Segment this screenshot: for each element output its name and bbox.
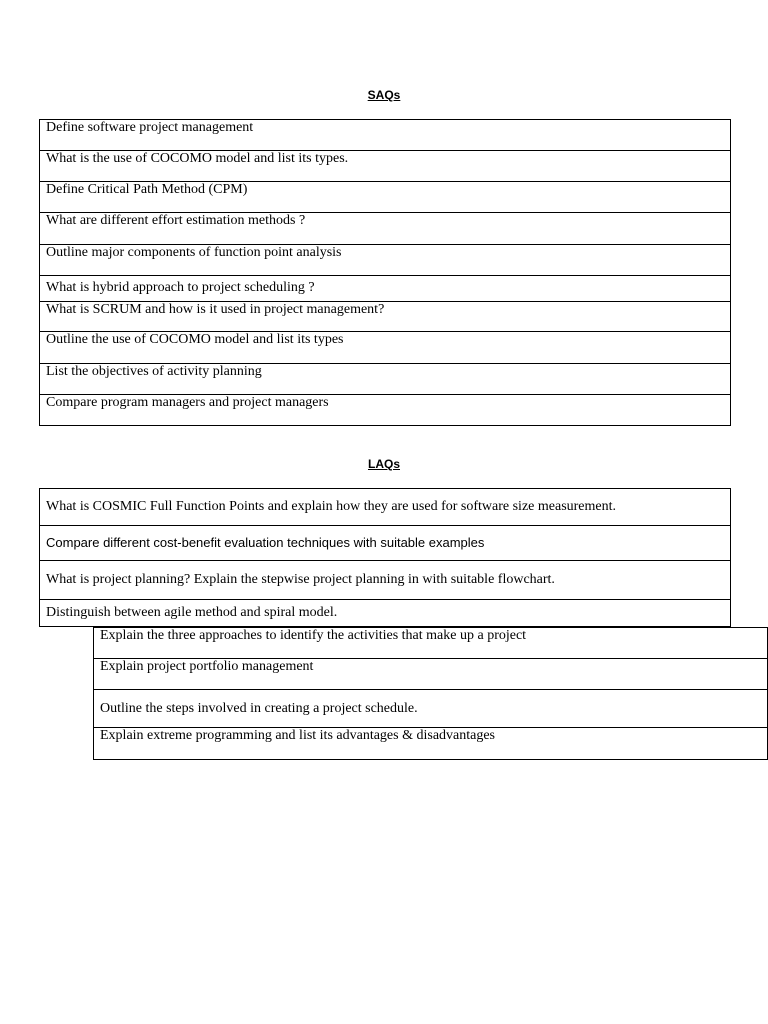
saqs-heading: SAQs [367,88,401,102]
laqs-offset-table [93,627,768,760]
saq-row: What is hybrid approach to project scheduling ? [40,276,731,302]
laq-row: Explain project portfolio management [94,659,768,690]
laq-row: Distinguish between agile method and spiral model. [40,600,731,627]
laq-row: Outline the steps involved in creating a project schedule. [94,690,768,728]
saq-row: Compare program managers and project managers [40,395,731,426]
laq-row: Explain extreme programming and list its advantages & disadvantages [94,728,768,760]
saqs-table [39,119,731,426]
saq-row: Outline major components of function point analysis [40,245,731,276]
saq-row: What are different effort estimation methods ? [40,213,731,245]
laq-row: What is COSMIC Full Function Points and explain how they are used for software size measurement. [40,489,731,526]
laqs-heading: LAQs [367,457,400,471]
saq-row: What is the use of COCOMO model and list its types. [40,151,731,182]
laq-row: Explain the three approaches to identify the activities that make up a project [94,628,768,659]
laqs-table [39,488,731,627]
saq-row: Define Critical Path Method (CPM) [40,182,731,213]
saq-row: List the objectives of activity planning [40,364,731,395]
saq-row: Outline the use of COCOMO model and list its types [40,332,731,364]
laq-row: Compare different cost-benefit evaluation techniques with suitable examples [40,526,731,561]
saq-row: Define software project management [40,120,731,151]
laq-row: What is project planning? Explain the stepwise project planning in with suitable flowchart. [40,561,731,600]
saq-row: What is SCRUM and how is it used in project management? [40,302,731,332]
